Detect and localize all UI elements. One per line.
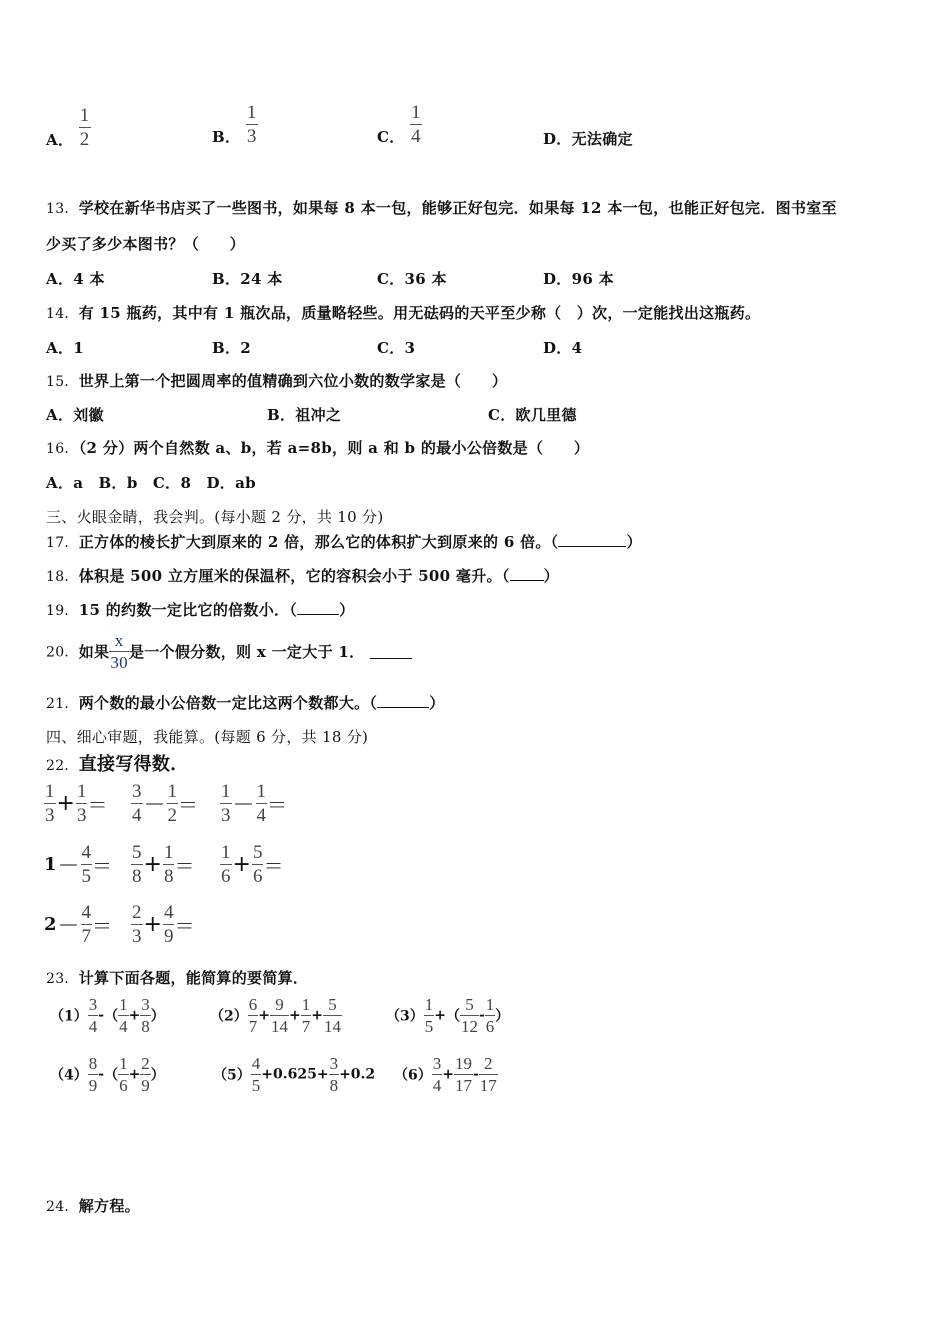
fraction: $\frac{1}{4}$ bbox=[119, 995, 128, 1036]
section-3-heading: 三、火眼金睛，我会判。(每小题 2 分，共 10 分) bbox=[46, 508, 384, 526]
fraction: $\frac{1}{2}$ bbox=[79, 105, 90, 150]
q23-item-1: （1） $\frac{3}{4}$ -（ $\frac{1}{4}$ + $\frac{3}{8}$ ） bbox=[50, 995, 165, 1036]
q23-title: 23．计算下面各题，能简算的要简算． bbox=[46, 969, 309, 987]
fraction: $\frac{3}{4}$ bbox=[132, 781, 142, 826]
q12-option-a: A． $\frac{1}{2}$ bbox=[46, 105, 90, 150]
fraction: $\frac{1}{5}$ bbox=[424, 995, 434, 1036]
q15-option-c: C．欧几里德 bbox=[488, 406, 577, 424]
q12-option-d: D．无法确定 bbox=[543, 130, 633, 148]
fraction: $\frac{1}{4}$ bbox=[256, 781, 267, 826]
fraction: $\frac{4}{7}$ bbox=[81, 902, 92, 947]
q12-option-c: C． $\frac{1}{4}$ bbox=[377, 102, 421, 147]
q14-option-c: C．3 bbox=[377, 339, 416, 357]
q22-item-1: $\frac{1}{3}$ + $\frac{1}{3}$ ＝ bbox=[45, 781, 108, 826]
fraction: $\frac{5}{12}$ bbox=[460, 995, 478, 1036]
fraction: $\frac{8}{9}$ bbox=[88, 1054, 98, 1095]
fraction: $\frac{1}{7}$ bbox=[301, 995, 311, 1036]
answer-blank[interactable] bbox=[558, 532, 626, 547]
q13-option-d: D．96 本 bbox=[543, 270, 614, 288]
fraction: $\frac{1}{3}$ bbox=[45, 781, 55, 826]
q14-text: 14．有 15 瓶药，其中有 1 瓶次品，质量略轻些。用无砝码的天平至少称（ ）次，一定能找出这瓶药。 bbox=[46, 304, 761, 322]
q13-option-c: C．36 本 bbox=[377, 270, 447, 288]
answer-blank[interactable] bbox=[297, 600, 339, 615]
q22-item-7: 2－ $\frac{4}{7}$ ＝ bbox=[44, 902, 113, 947]
q22-item-2: $\frac{3}{4}$ － $\frac{1}{2}$ ＝ bbox=[132, 781, 199, 826]
q20-text: 20．如果 $\frac{x}{30}$ 是一个假分数，则 x 一定大于 1． bbox=[46, 632, 412, 671]
fraction: $\frac{2}{3}$ bbox=[132, 902, 142, 947]
q13-option-a: A．4 本 bbox=[46, 270, 105, 288]
q24-title: 24．解方程。 bbox=[46, 1197, 140, 1215]
q23-item-5: （5） $\frac{4}{5}$ +0.625+ $\frac{3}{8}$ +0.2 bbox=[213, 1054, 376, 1095]
q23-item-4: （4） $\frac{8}{9}$ -（ $\frac{1}{6}$ + $\frac{2}{9}$ ） bbox=[50, 1054, 165, 1095]
q23-item-6: （6） $\frac{3}{4}$ + $\frac{19}{17}$ - $\frac{2}{17}$ bbox=[394, 1054, 497, 1095]
fraction: $\frac{1}{6}$ bbox=[119, 1054, 128, 1095]
fraction: $\frac{4}{5}$ bbox=[81, 842, 92, 887]
fraction: $\frac{x}{30}$ bbox=[110, 631, 128, 672]
fraction: $\frac{3}{4}$ bbox=[432, 1054, 442, 1095]
q16-options: A．a B．b C．8 D．ab bbox=[46, 474, 256, 492]
fraction: $\frac{3}{8}$ bbox=[329, 1054, 339, 1095]
fraction: $\frac{2}{17}$ bbox=[479, 1054, 497, 1095]
fraction: $\frac{1}{3}$ bbox=[246, 102, 257, 147]
q22-item-8: $\frac{2}{3}$ + $\frac{4}{9}$ ＝ bbox=[132, 902, 195, 947]
fraction: $\frac{1}{6}$ bbox=[221, 842, 231, 887]
fraction: $\frac{3}{8}$ bbox=[141, 995, 150, 1036]
q22-item-4: 1－ $\frac{4}{5}$ ＝ bbox=[44, 842, 113, 887]
q13-line2: 少买了多少本图书？（ ） bbox=[46, 235, 245, 253]
fraction: $\frac{1}{4}$ bbox=[411, 102, 421, 147]
q18-text: 18．体积是 500 立方厘米的保温杯，它的容积会小于 500 毫升。（ ） bbox=[46, 567, 559, 585]
q13-option-b: B．24 本 bbox=[212, 270, 283, 288]
fraction: $\frac{1}{3}$ bbox=[221, 781, 231, 826]
q15-text: 15．世界上第一个把圆周率的值精确到六位小数的数学家是（ ） bbox=[46, 372, 508, 390]
fraction: $\frac{6}{7}$ bbox=[248, 995, 258, 1036]
fraction: $\frac{1}{3}$ bbox=[76, 781, 87, 826]
q14-option-a: A．1 bbox=[46, 339, 84, 357]
answer-blank[interactable] bbox=[510, 566, 544, 581]
fraction: $\frac{1}{8}$ bbox=[163, 842, 174, 887]
q12-option-b: B． $\frac{1}{3}$ bbox=[212, 102, 257, 147]
q13-line1: 13．学校在新华书店买了一些图书，如果每 8 本一包，能够正好包完．如果每 12 本一包，也能正好包完．图书室至 bbox=[46, 199, 837, 217]
fraction: $\frac{4}{9}$ bbox=[163, 902, 174, 947]
q23-item-2: （2） $\frac{6}{7}$ + $\frac{9}{14}$ + $\frac{1}{7}$ + $\frac{5}{14}$ bbox=[210, 995, 341, 1036]
fraction: $\frac{19}{17}$ bbox=[454, 1054, 472, 1095]
q17-text: 17．正方体的棱长扩大到原来的 2 倍，那么它的体积扩大到原来的 6 倍。（ ） bbox=[46, 533, 642, 551]
q22-item-5: $\frac{5}{8}$ + $\frac{1}{8}$ ＝ bbox=[132, 842, 195, 887]
fraction: $\frac{2}{9}$ bbox=[141, 1054, 150, 1095]
q14-option-b: B．2 bbox=[212, 339, 252, 357]
q21-text: 21．两个数的最小公倍数一定比这两个数都大。（ ） bbox=[46, 694, 445, 712]
q14-option-d: D．4 bbox=[543, 339, 583, 357]
q15-option-b: B．祖冲之 bbox=[267, 406, 342, 424]
fraction: $\frac{4}{5}$ bbox=[251, 1054, 261, 1095]
q15-option-a: A．刘徽 bbox=[46, 406, 104, 424]
section-4-heading: 四、细心审题，我能算。(每题 6 分，共 18 分) bbox=[46, 728, 369, 746]
q22-item-6: $\frac{1}{6}$ + $\frac{5}{6}$ ＝ bbox=[221, 842, 284, 887]
fraction: $\frac{3}{4}$ bbox=[88, 995, 98, 1036]
fraction: $\frac{1}{2}$ bbox=[167, 781, 178, 826]
fraction: $\frac{5}{8}$ bbox=[132, 842, 142, 887]
answer-blank[interactable] bbox=[377, 693, 429, 708]
q16-text: 16．（2 分）两个自然数 a、b，若 a=8b，则 a 和 b 的最小公倍数是（ ） bbox=[46, 439, 590, 457]
fraction: $\frac{5}{14}$ bbox=[323, 995, 341, 1036]
answer-blank[interactable] bbox=[370, 644, 412, 659]
fraction: $\frac{5}{6}$ bbox=[252, 842, 263, 887]
q22-title: 22．直接写得数． bbox=[46, 754, 189, 775]
fraction: $\frac{9}{14}$ bbox=[270, 995, 288, 1036]
q23-item-3: （3） $\frac{1}{5}$ +（ $\frac{5}{12}$ - $\frac{1}{6}$ ） bbox=[386, 995, 510, 1036]
q22-item-3: $\frac{1}{3}$ － $\frac{1}{4}$ ＝ bbox=[221, 781, 288, 826]
fraction: $\frac{1}{6}$ bbox=[485, 995, 495, 1036]
q19-text: 19．15 的约数一定比它的倍数小．（ ） bbox=[46, 601, 355, 619]
